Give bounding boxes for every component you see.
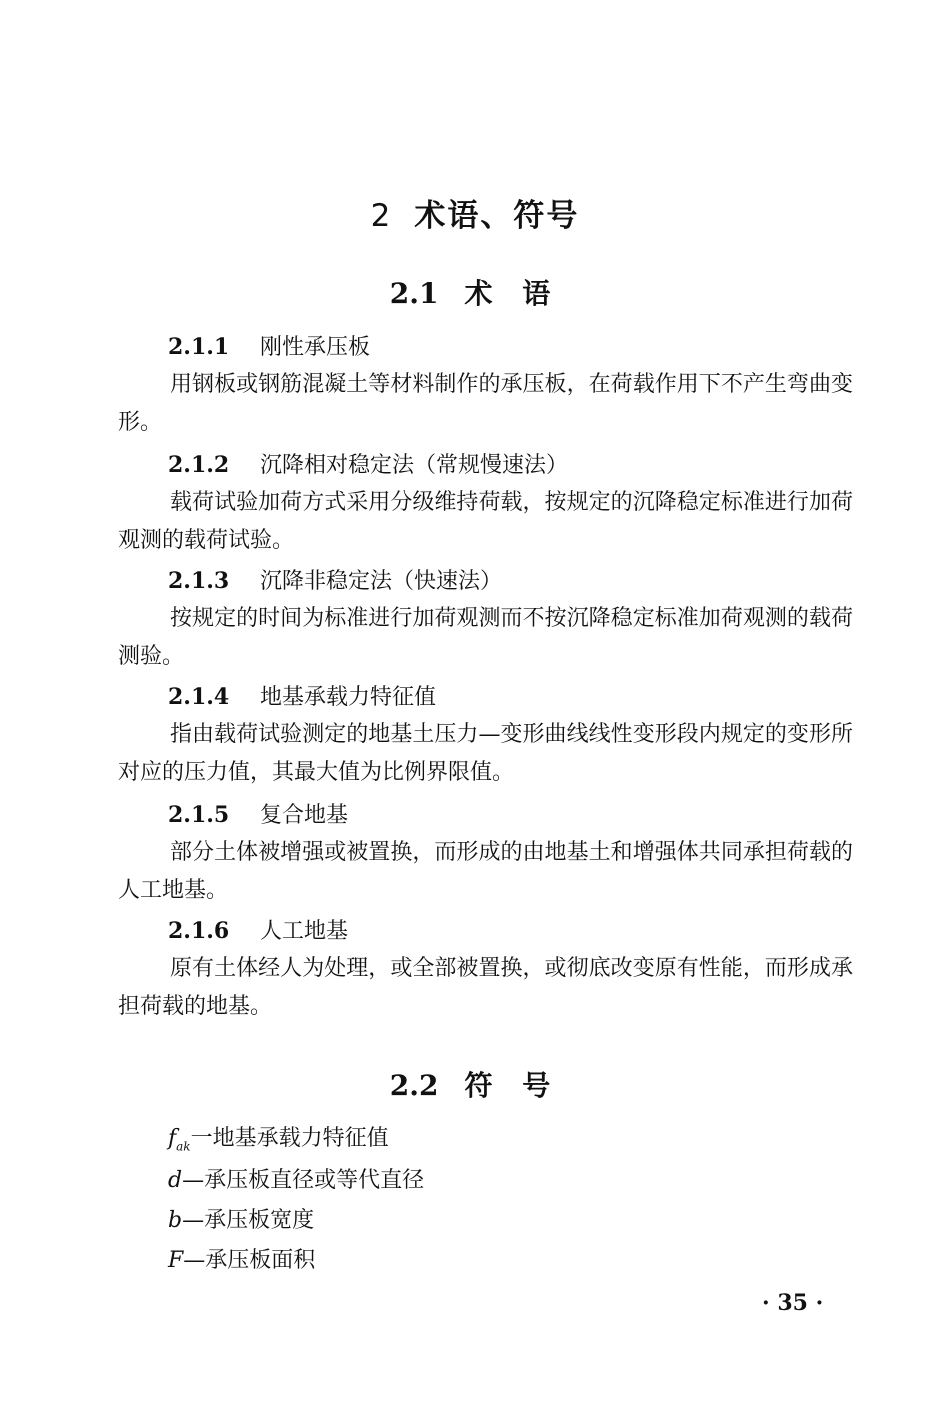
symbol-description: —承压板面积 (183, 1248, 316, 1273)
term-number: 2.1.3 (168, 568, 230, 594)
term-number: 2.1.6 (168, 918, 230, 944)
term-definition: 指由载荷试验测定的地基土压力—变形曲线线性变形段内规定的变形所对应的压力值，其最大值为比例界限值。 (118, 722, 853, 785)
term-definition: 部分土体被增强或被置换，而形成的由地基土和增强体共同承担荷载的人工地基。 (118, 840, 853, 903)
symbol-entry (168, 1246, 315, 1276)
section-symbols-heading (0, 1064, 950, 1104)
section-title: 符 号 (464, 1069, 561, 1102)
chapter-title (0, 190, 950, 235)
term-definition: 按规定的时间为标准进行加荷观测而不按沉降稳定标准加荷观测的载荷测验。 (118, 606, 853, 669)
term-title: 沉降非稳定法（快速法） (260, 569, 503, 594)
symbol-variable: F (168, 1248, 184, 1273)
symbol-description: 一地基承载力特征值 (190, 1126, 389, 1151)
symbol-variable: d (168, 1168, 183, 1193)
symbol-subscript: ak (176, 1139, 191, 1154)
term-title: 沉降相对稳定法（常规慢速法） (260, 453, 569, 478)
term-heading (168, 682, 436, 713)
page-number: · 35 · (762, 1290, 824, 1316)
term-number: 2.1.4 (168, 684, 230, 710)
symbol-variable: f (168, 1126, 177, 1151)
chapter-title-text: 术语、符号 (414, 198, 580, 234)
term-definition: 用钢板或钢筋混凝土等材料制作的承压板，在荷载作用下不产生弯曲变形。 (118, 372, 853, 435)
section-terms-heading (0, 272, 950, 312)
term-number: 2.1.5 (168, 802, 230, 828)
section-number: 2.1 (389, 277, 439, 310)
section-number: 2.2 (389, 1069, 439, 1102)
term-title: 复合地基 (260, 803, 349, 828)
symbol-entry (168, 1124, 389, 1161)
term-heading (168, 916, 348, 947)
term-title: 地基承载力特征值 (260, 685, 437, 710)
term-heading (168, 450, 568, 481)
term-definition: 原有土体经人为处理，或全部被置换，或彻底改变原有性能，而形成承担荷载的地基。 (118, 956, 853, 1019)
section-title: 术 语 (464, 277, 561, 310)
chapter-number: 2 (370, 198, 393, 234)
term-number: 2.1.2 (168, 452, 230, 478)
term-heading (168, 800, 348, 831)
symbol-description: —承压板宽度 (182, 1208, 315, 1233)
symbol-description: —承压板直径或等代直径 (182, 1168, 425, 1193)
term-number: 2.1.1 (168, 334, 230, 360)
symbol-entry (168, 1166, 424, 1196)
term-heading (168, 332, 370, 363)
symbol-entry (168, 1206, 314, 1236)
term-heading (168, 566, 502, 597)
term-title: 刚性承压板 (260, 335, 371, 360)
term-title: 人工地基 (260, 919, 349, 944)
term-definition: 载荷试验加荷方式采用分级维持荷载，按规定的沉降稳定标准进行加荷观测的载荷试验。 (118, 490, 853, 553)
symbol-variable: b (168, 1208, 183, 1233)
